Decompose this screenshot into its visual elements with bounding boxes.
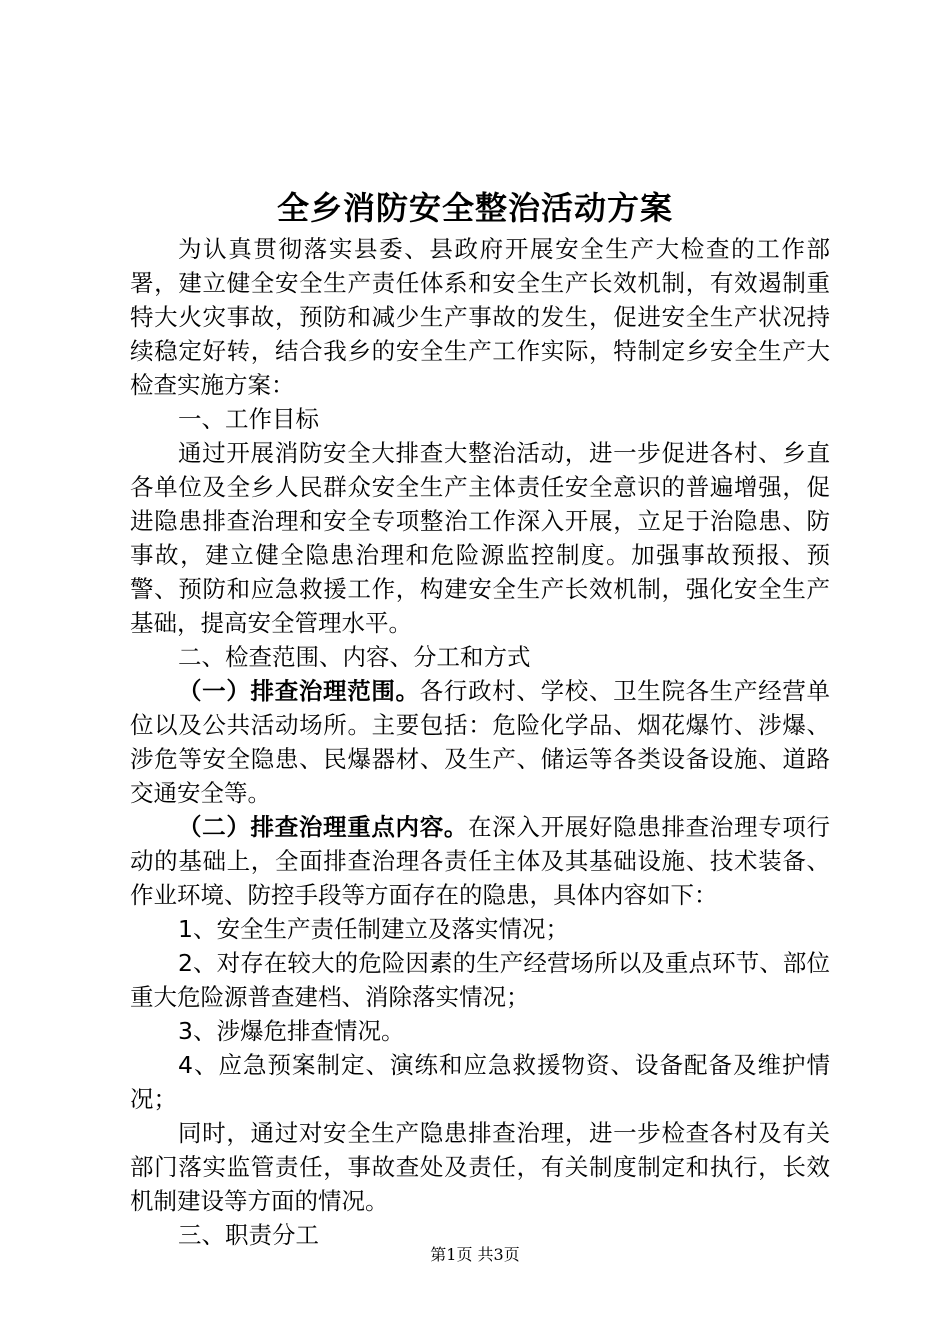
- list-item-3: 3、涉爆危排查情况。: [178, 1017, 405, 1045]
- focus-lead: （二）排查治理重点内容。: [178, 813, 469, 841]
- list-item-4: 4、应急预案制定、演练和应急救援物资、设备配备及维护情况；: [130, 1051, 830, 1113]
- section-heading-goals: 一、工作目标: [178, 405, 319, 433]
- scope-lead: （一）排查治理范围。: [178, 677, 420, 705]
- closing-paragraph: 同时，通过对安全生产隐患排查治理，进一步检查各村及有关部门落实监管责任，事故查处及责任，有关制度制定和执行，长效机制建设等方面的情况。: [130, 1119, 830, 1215]
- list-item-1: 1、安全生产责任制建立及落实情况；: [178, 915, 569, 943]
- section-heading-duties: 三、职责分工: [178, 1221, 319, 1249]
- document-title: 全乡消防安全整治活动方案: [276, 189, 673, 227]
- section-heading-scope: 二、检查范围、内容、分工和方式: [178, 643, 531, 671]
- document-body: [130, 232, 830, 1252]
- scope-paragraph: [130, 674, 830, 810]
- intro-paragraph: 为认真贯彻落实县委、县政府开展安全生产大检查的工作部署，建立健全安全生产责任体系和安全生产长效机制，有效遏制重特大火灾事故，预防和减少生产事故的发生，促进安全生产状况持续稳定好转，结合我乡的安全生产工作实际，特制定乡安全生产大检查实施方案：: [130, 235, 830, 399]
- focus-paragraph: [130, 810, 830, 912]
- goals-paragraph: 通过开展消防安全大排查大整治活动，进一步促进各村、乡直各单位及全乡人民群众安全生产主体责任安全意识的普遍增强，促进隐患排查治理和安全专项整治工作深入开展，立足于治隐患、防事故，建立健全隐患治理和危险源监控制度。加强事故预报、预警、预防和应急救援工作，构建安全生产长效机制，强化安全生产基础，提高安全管理水平。: [130, 439, 830, 637]
- page-footer: 第1页 共3页: [430, 1245, 520, 1264]
- focus-text: 在深入开展好隐患排查治理专项行动的基础上，全面排查治理各责任主体及其基础设施、技术装备、作业环境、防控手段等方面存在的隐患，具体内容如下：: [130, 813, 831, 909]
- list-item-2: 2、对存在较大的危险因素的生产经营场所以及重点环节、部位重大危险源普查建档、消除落实情况；: [130, 949, 830, 1011]
- scope-text: 各行政村、学校、卫生院各生产经营单位以及公共活动场所。主要包括：危险化学品、烟花爆竹、涉爆、涉危等安全隐患、民爆器材、及生产、储运等各类设备设施、道路交通安全等。: [130, 677, 831, 807]
